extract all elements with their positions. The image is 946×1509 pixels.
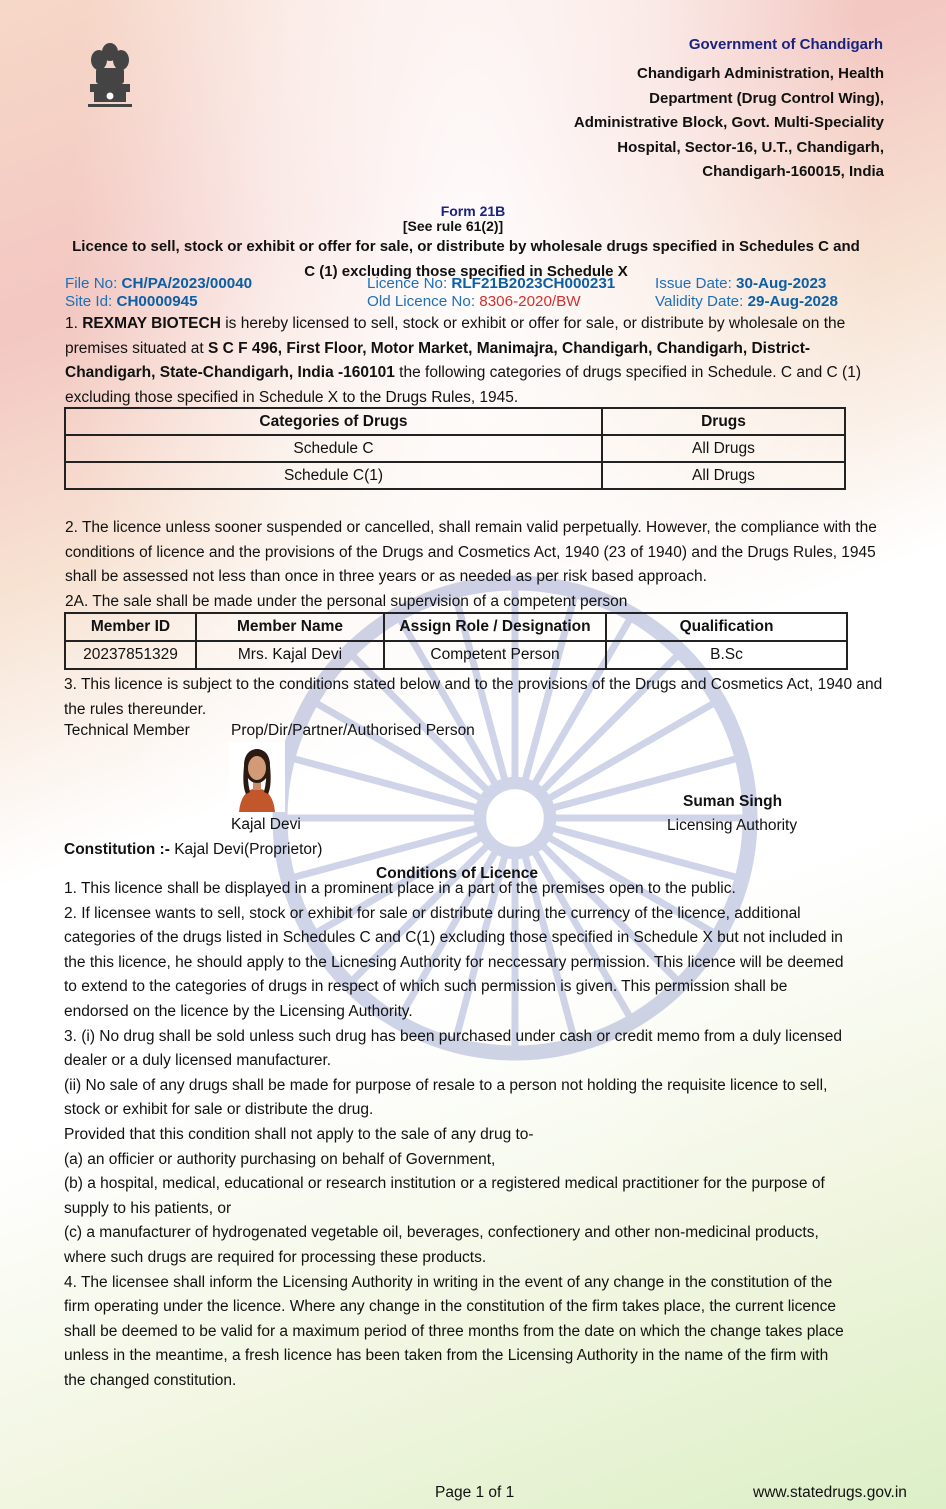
member-photo [229, 742, 285, 812]
condition-line: unless in the meantime, a fresh licence has been taken from the Licensing Authority in the name of the firm with [64, 1347, 829, 1365]
condition-line: 2. If licensee wants to sell, stock or exhibit for sale or distribute during the currency of the licence, additional [64, 904, 801, 922]
table-row [65, 462, 845, 489]
condition-line: (ii) No sale of any drugs shall be made for purpose of resale to a person not holding the requisite licence to sell, [64, 1076, 828, 1094]
issue-date: Issue Date: 30-Aug-2023 [655, 275, 827, 292]
table-header: Member Name [196, 613, 384, 641]
site-id: Site Id: CH0000945 [65, 293, 198, 310]
condition-line: (c) a manufacturer of hydrogenated vegetable oil, beverages, confectionery and other non-medicinal products, [64, 1224, 819, 1242]
premises-address: S C F 496, First Floor, Motor Market, Manimajra, Chandigarh, Chandigarh, District-Chandigarh, State-Chandigarh, India -160101 [65, 339, 811, 382]
table-cell: All Drugs [602, 435, 845, 462]
address-line: Department (Drug Control Wing), [649, 89, 884, 107]
state-emblem-icon [84, 40, 136, 110]
rule-reference: [See rule 61(2)] [402, 218, 504, 234]
authority-title: Licensing Authority [667, 817, 798, 834]
condition-line: 1. This licence shall be displayed in a prominent place in a part of the premises open to the public. [64, 880, 736, 897]
table-header-row [65, 408, 845, 435]
old-licence-no: Old Licence No: 8306-2020/BW [367, 293, 581, 310]
clause-3: 3. This licence is subject to the conditions stated below and to the provisions of the Drugs and Cosmetics Act, 1940 and the rules thereunder. [64, 676, 883, 718]
website-link[interactable]: www.statedrugs.gov.in [753, 1484, 907, 1501]
member-signature-name: Kajal Devi [231, 816, 301, 833]
table-header: Assign Role / Designation [384, 613, 606, 641]
table-cell: All Drugs [602, 462, 845, 489]
members-table [64, 612, 848, 670]
table-cell: B.Sc [606, 641, 847, 669]
condition-line: dealer or a duly licensed manufacturer. [64, 1052, 332, 1070]
categories-table [64, 407, 846, 490]
condition-line: (a) an officier or authority purchasing on behalf of Government, [64, 1150, 496, 1168]
condition-line: categories of the drugs listed in Schedules C and C(1) excluding those specified in Schedule X but not included in [64, 929, 843, 947]
address-line: Chandigarh-160015, India [702, 163, 884, 181]
licence-title-line: Licence to sell, stock or exhibit or offer for sale, or distribute by wholesale drugs specified in Schedules C and [72, 238, 860, 255]
firm-name: REXMAY BIOTECH [82, 315, 221, 332]
condition-line: to extend to the categories of drugs in respect of which such permission is given. This permission shall be [64, 978, 788, 996]
table-header: Categories of Drugs [65, 408, 602, 435]
condition-line: endorsed on the licence by the Licensing Authority. [64, 1002, 413, 1020]
table-cell: Mrs. Kajal Devi [196, 641, 384, 669]
condition-line: Provided that this condition shall not apply to the sale of any drug to- [64, 1125, 534, 1143]
condition-line: 3. (i) No drug shall be sold unless such drug has been purchased under cash or credit memo from a duly licensed [64, 1027, 842, 1045]
clause-2: 2. The licence unless sooner suspended or cancelled, shall remain valid perpetually. However, the compliance with the conditions of licence and the provisions of the Drugs and Cosmetics Act, 1940 (23 of 1940) and the Drugs Rules, 1945 shall be assessed not less than once in three years or as needed as per risk based approach. [65, 519, 877, 586]
table-cell: Competent Person [384, 641, 606, 669]
table-row [65, 435, 845, 462]
address-line: Chandigarh Administration, Health [637, 65, 884, 82]
condition-line: firm operating under the licence. Where any change in the constitution of the firm takes place, the current licence [64, 1298, 836, 1316]
condition-line: supply to his patients, or [64, 1199, 232, 1217]
constitution: Constitution :- Kajal Devi(Proprietor) [64, 841, 323, 858]
condition-line: where such drugs are required for processing these products. [64, 1248, 487, 1266]
condition-line: 4. The licensee shall inform the Licensing Authority in writing in the event of any change in the constitution of the [64, 1273, 833, 1291]
table-row [65, 641, 847, 669]
clause-2a: 2A. The sale shall be made under the personal supervision of a competent person [65, 593, 628, 610]
condition-line: the this licence, he should apply to the Licnesing Authority for neccessary permission. This licence will be deemed [64, 953, 844, 971]
table-cell: Schedule C(1) [65, 462, 602, 489]
table-header: Qualification [606, 613, 847, 641]
technical-member-label: Technical Member [64, 722, 190, 739]
condition-line: the changed constitution. [64, 1371, 237, 1389]
table-header: Drugs [602, 408, 845, 435]
prop-label: Prop/Dir/Partner/Authorised Person [231, 722, 475, 739]
government-title: Government of Chandigarh [688, 36, 883, 53]
file-no: File No: CH/PA/2023/00040 [65, 275, 253, 292]
address-line: Administrative Block, Govt. Multi-Speciality [573, 114, 884, 132]
clause-1: 1. REXMAY BIOTECH is hereby licensed to sell, stock or exhibit or offer for sale, or distribute by wholesale on the premises situated at S C F 496, First Floor, Motor Market, Manimajra, Chandigarh, Chandigarh, District-Chandigarh, State-Chandigarh, India -160101 the following categories of drugs specified in Schedule. C and C (1) excluding those specified in Schedule X to the Drugs Rules, 1945. [65, 315, 861, 406]
licence-title-line: C (1) excluding those specified in Schedule X [304, 262, 628, 280]
address-line: Hospital, Sector-16, U.T., Chandigarh, [617, 138, 884, 156]
department-address [484, 62, 884, 185]
condition-line: stock or exhibit for sale or distribute the drug. [64, 1101, 374, 1119]
table-header-row [65, 613, 847, 641]
condition-line: (b) a hospital, medical, educational or research institution or a registered medical practitioner for the purpose of [64, 1175, 825, 1193]
table-cell: Schedule C [65, 435, 602, 462]
conditions-title: Conditions of Licence [376, 865, 538, 882]
table-header: Member ID [65, 613, 196, 641]
authority-name: Suman Singh [683, 793, 783, 810]
validity-date: Validity Date: 29-Aug-2028 [655, 293, 838, 310]
licence-no: Licence No: RLF21B2023CH000231 [367, 275, 616, 292]
conditions-list [64, 877, 904, 1393]
page-number: Page 1 of 1 [435, 1484, 515, 1501]
condition-line: shall be deemed to be valid for a maximum period of three months from the date on which the change takes place [64, 1322, 844, 1340]
form-title: Form 21B [440, 203, 506, 219]
table-cell: 20237851329 [65, 641, 196, 669]
